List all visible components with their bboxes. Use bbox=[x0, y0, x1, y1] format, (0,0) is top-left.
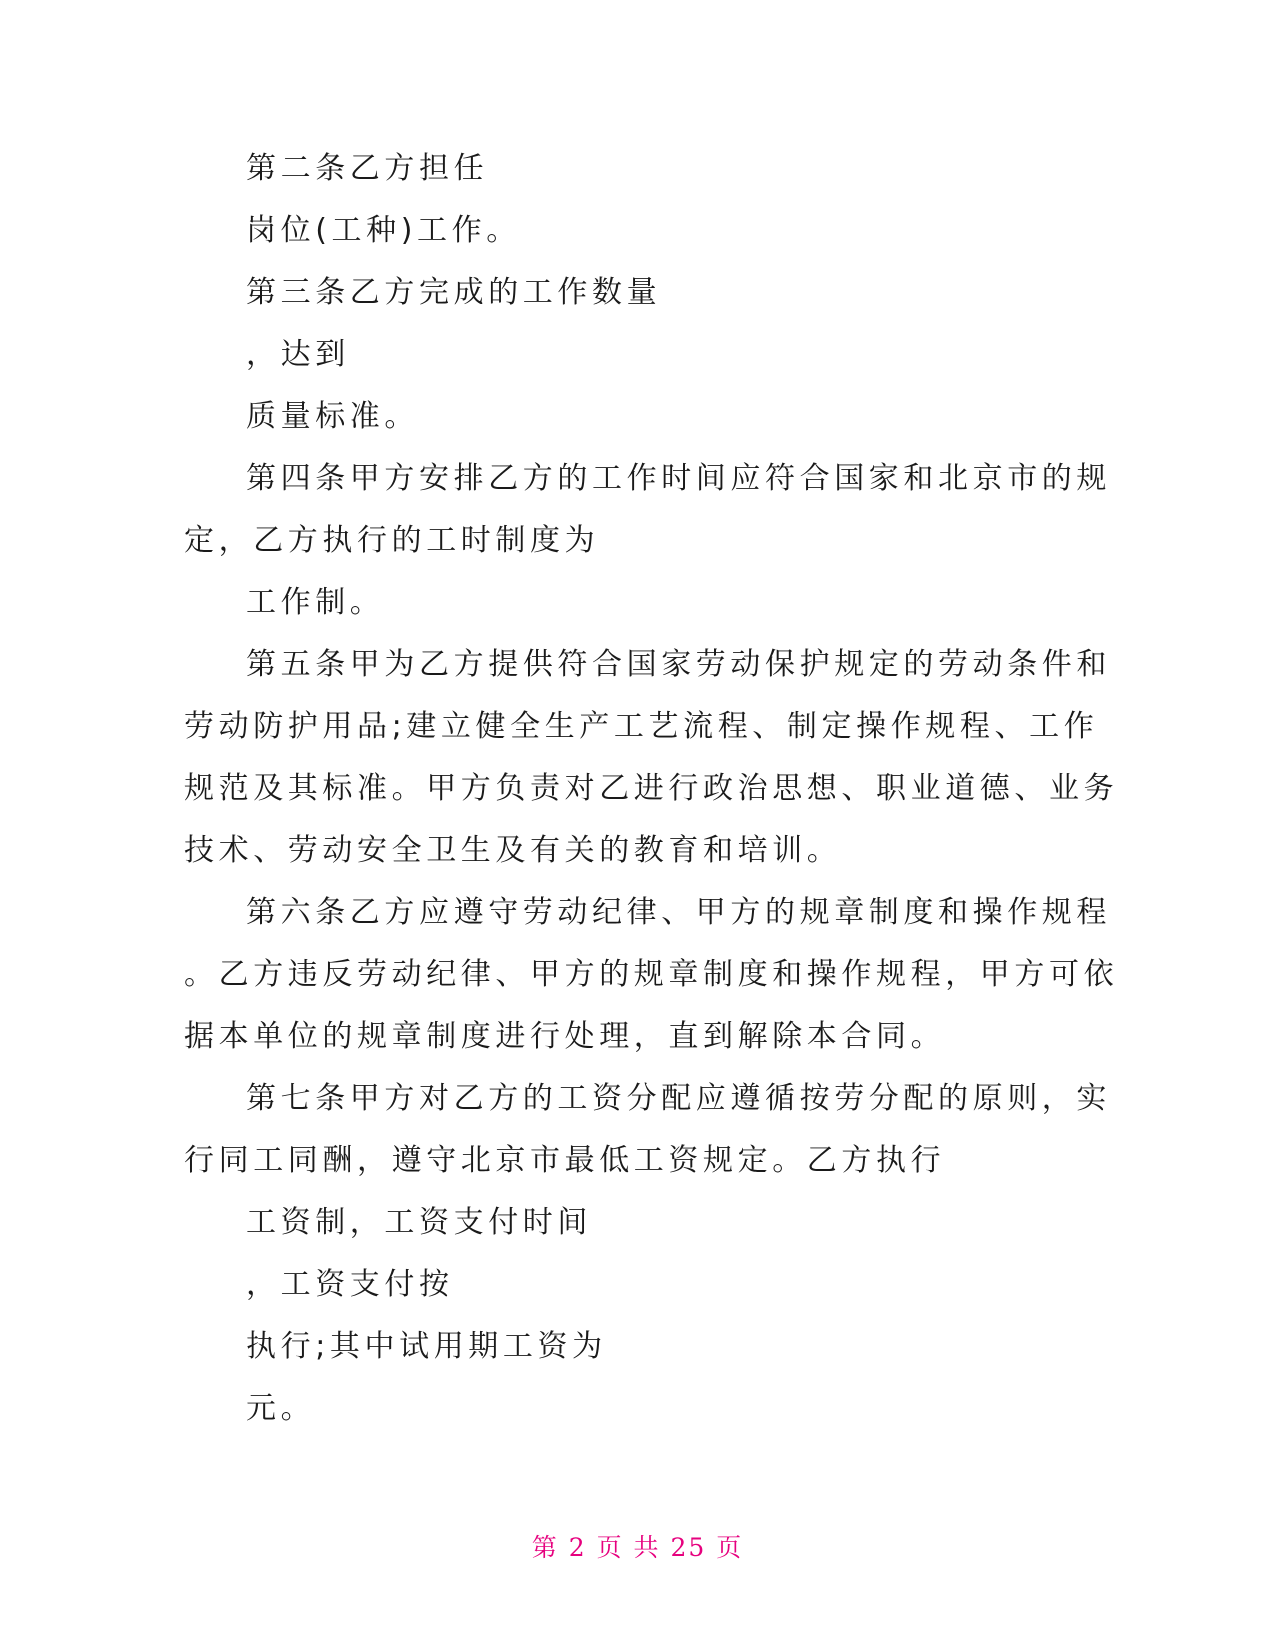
text-line: 规范及其标准。甲方负责对乙进行政治思想、职业道德、业务 bbox=[184, 771, 1119, 806]
text-line: 元。 bbox=[246, 1391, 316, 1426]
text-line: 据本单位的规章制度进行处理，直到解除本合同。 bbox=[184, 1019, 946, 1054]
text-line: 技术、劳动安全卫生及有关的教育和培训。 bbox=[184, 833, 842, 868]
text-line: ，工资支付按 bbox=[246, 1267, 454, 1302]
text-line: 工作制。 bbox=[246, 585, 385, 620]
text-line: 劳动防护用品;建立健全生产工艺流程、制定操作规程、工作 bbox=[184, 709, 1099, 744]
text-line: ，达到 bbox=[246, 337, 350, 372]
text-line: 执行;其中试用期工资为 bbox=[246, 1329, 607, 1364]
text-line: 第五条甲为乙方提供符合国家劳动保护规定的劳动条件和 bbox=[246, 647, 1111, 682]
text-line: 第三条乙方完成的工作数量 bbox=[246, 275, 662, 310]
text-line: 岗位(工种)工作。 bbox=[246, 213, 521, 248]
text-line: 质量标准。 bbox=[246, 399, 419, 434]
text-line: 第二条乙方担任 bbox=[246, 151, 489, 186]
text-line: 定，乙方执行的工时制度为 bbox=[184, 523, 600, 558]
text-line: 工资制，工资支付时间 bbox=[246, 1205, 592, 1240]
text-line: 。乙方违反劳动纪律、甲方的规章制度和操作规程，甲方可依 bbox=[184, 957, 1119, 992]
text-line: 第七条甲方对乙方的工资分配应遵循按劳分配的原则，实 bbox=[246, 1081, 1111, 1116]
document-body bbox=[184, 138, 1119, 1440]
text-line: 行同工同酬，遵守北京市最低工资规定。乙方执行 bbox=[184, 1143, 946, 1178]
text-line: 第四条甲方安排乙方的工作时间应符合国家和北京市的规 bbox=[246, 461, 1111, 496]
text-line: 第六条乙方应遵守劳动纪律、甲方的规章制度和操作规程 bbox=[246, 895, 1111, 930]
page-number-footer: 第 2 页 共 25 页 bbox=[531, 1533, 744, 1562]
